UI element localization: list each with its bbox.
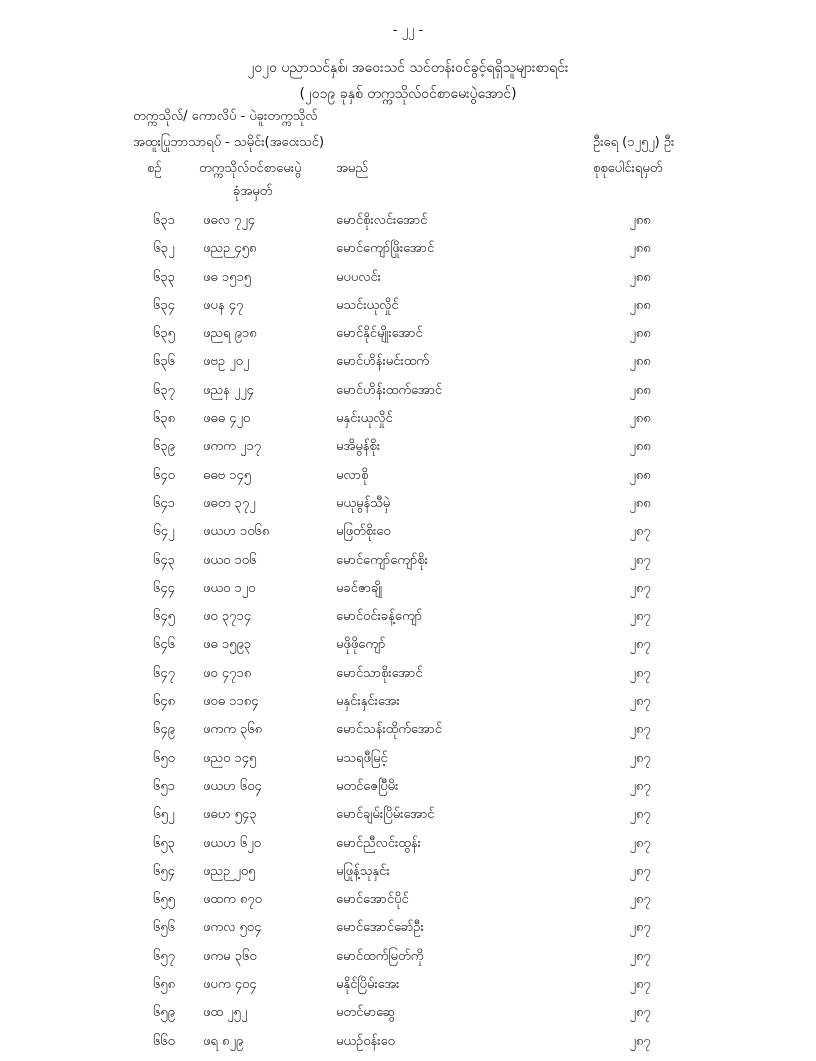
roll-number: ဖဓလ ၇၂၄: [203, 213, 256, 228]
row-number: ၆၅၀: [153, 750, 175, 766]
header-roll-number: [199, 160, 339, 202]
table-row: [0, 778, 816, 806]
row-number: ၆၄၂: [153, 524, 175, 540]
total-score: ၂၈၈: [629, 467, 651, 483]
header-roll-line1: တက္ကသိုလ်ဝင်စာမေးပွဲ: [199, 161, 302, 176]
table-row: [0, 891, 816, 919]
row-number: ၆၄၉: [153, 722, 175, 738]
student-name: မောင်နိုင်မျိုးအောင်: [336, 326, 423, 342]
table-row: [0, 976, 816, 1004]
student-name: မောင်စိုးလင်းအောင်: [336, 213, 428, 228]
roll-number: ဖကက ၃၆၈: [203, 722, 263, 738]
student-name: မောင်ကျော်ဖြိုးအောင်: [336, 241, 435, 257]
table-row: [0, 1004, 816, 1032]
row-number: ၆၅၉: [153, 1005, 175, 1021]
row-number: ၆၄၃: [153, 552, 175, 568]
roll-number: ဖညရ ၉၁၈: [203, 326, 257, 342]
table-row: [0, 948, 816, 976]
student-name: မောင်ဝင်းခန့်ကျော်: [336, 609, 423, 625]
roll-number: ဖထက ၈၇၀: [203, 892, 262, 908]
roll-number: ဖယဝ ၁၂၀: [203, 580, 256, 596]
table-row: [0, 1033, 816, 1061]
row-number: ၆၄၀: [153, 467, 175, 483]
total-score: ၂၈၇: [629, 665, 651, 681]
table-row: [0, 552, 816, 580]
student-name: မပပလင်း: [336, 269, 381, 285]
row-number: ၆၄၁: [153, 495, 175, 511]
row-number: ၆၃၄: [153, 297, 175, 313]
table-row: [0, 863, 816, 891]
total-score: ၂၈၈: [629, 439, 651, 455]
table-row: [0, 608, 816, 636]
header-score: စုစုပေါင်းရမှတ်: [593, 161, 663, 176]
row-number: ၆၃၃: [153, 269, 175, 285]
total-score: ၂၈၇: [629, 552, 651, 568]
student-name: မောင်ဟိန်းထက်အောင်: [336, 382, 443, 398]
table-row: [0, 438, 816, 466]
roll-number: ဖကမ ၃၆၀: [203, 948, 257, 964]
results-table: [0, 212, 816, 1061]
roll-number: ဖဝ ၃၇၁၄: [203, 609, 252, 625]
roll-number: ဖညဝ ၁၄၅: [203, 750, 257, 766]
header-name: အမည်: [336, 161, 368, 176]
student-name: မဖြတ်စိုးဝေ: [336, 524, 391, 540]
student-name: မောင်ထက်မြတ်ကို: [336, 948, 424, 964]
roll-number: ဖညဉ ၄၅၈: [203, 241, 257, 257]
row-number: ၆၃၈: [152, 411, 176, 427]
header-roll-line2: ခုံအမှတ်: [233, 184, 273, 199]
student-name: မနိုင်ပြိမ်းအေး: [336, 977, 400, 993]
roll-number: ဖဓဓ ၄၂၀: [203, 411, 251, 427]
table-row: [0, 693, 816, 721]
roll-number: ဖဗဥ ၂၀၂: [203, 354, 250, 370]
table-row: [0, 806, 816, 834]
student-name: မောင်အောင်ပိုင်: [336, 892, 409, 908]
student-name: မတင်မာဆွေ: [336, 1005, 396, 1021]
total-count: ဦးရေ (၁၂၅၂) ဦး: [593, 135, 675, 150]
row-number: ၆၃၉: [153, 439, 175, 455]
roll-number: ဖဓတ ၃၇၂: [203, 495, 256, 511]
table-row: [0, 665, 816, 693]
roll-number: ဖယဝ ၁၀၆: [203, 552, 257, 568]
total-score: ၂၈၇: [629, 637, 651, 653]
student-name: မောင်အောင်ခော်ဦး: [336, 920, 424, 936]
total-score: ၂၈၇: [629, 920, 651, 936]
row-number: ၆၃၅: [153, 326, 175, 342]
header-no: စဉ်: [147, 161, 162, 176]
student-name: မဖိုဖိုကျော်: [336, 637, 386, 653]
row-number: ၆၅၃: [153, 835, 175, 851]
student-name: မတင်ဇေပြီမိး: [336, 778, 399, 794]
table-row: [0, 382, 816, 410]
student-name: မဖြုန့်သုနှင်း: [336, 863, 390, 879]
student-name: မောင်ညီလင်းထွန်း: [336, 835, 421, 851]
roll-number: ဓဓဗ ၁၄၅: [203, 467, 252, 483]
student-name: မောင်သာစိုးအောင်: [336, 665, 423, 681]
student-name: မခင်ဇာချို: [336, 580, 383, 596]
row-number: ၆၆၀: [153, 1033, 175, 1049]
total-score: ၂၈၇: [629, 580, 651, 596]
table-row: [0, 353, 816, 381]
table-row: [0, 835, 816, 863]
row-number: ၆၄၅: [153, 609, 175, 625]
total-score: ၂၈၇: [629, 948, 651, 964]
table-row: [0, 750, 816, 778]
row-number: ၆၃၆: [153, 354, 175, 370]
row-number: ၆၃၇: [153, 382, 175, 398]
table-row: [0, 297, 816, 325]
roll-number: ဖပက ၄၀၄: [203, 977, 257, 993]
student-name: မယုမွန်သီမှဲ: [336, 495, 391, 511]
row-number: ၆၄၄: [153, 580, 175, 596]
roll-number: ဖယဟ ၆၀၄: [203, 778, 262, 794]
row-number: ၆၅၈: [152, 977, 176, 993]
department-line: အထူးပြုဘာသာရပ် - သမိုင်း(အဝေးသင်): [133, 135, 325, 150]
student-name: မသရဖီမြင့်: [336, 750, 388, 766]
table-row: [0, 721, 816, 749]
table-row: [0, 467, 816, 495]
total-score: ၂၈၇: [629, 863, 651, 879]
document-title: ၂၀၂၀ ပညာသင်နှစ်၊ အဝေးသင် သင်တန်းဝင်ခွင့်ရရှိသူများစာရင်း: [247, 60, 569, 76]
total-score: ၂၈၇: [629, 750, 651, 766]
table-row: [0, 636, 816, 664]
student-name: မောင်ကျော်ကျော်စိုး: [336, 552, 429, 568]
roll-number: ဖပန ၄၇: [203, 297, 244, 313]
row-number: ၆၅၄: [153, 863, 175, 879]
student-name: မလာစို: [336, 467, 369, 483]
student-name: မောင်ချမ်းပြိမ်းအောင်: [336, 807, 435, 823]
table-row: [0, 269, 816, 297]
total-score: ၂၈၈: [629, 326, 651, 342]
student-name: မောင်သန်းထိုက်အောင်: [336, 722, 442, 738]
row-number: ၆၅၆: [153, 920, 175, 936]
row-number: ၆၅၅: [153, 892, 175, 908]
roll-number: ဖကလ ၅၀၄: [203, 920, 262, 936]
table-row: [0, 240, 816, 268]
roll-number: ဖဓ ၁၅၉၃: [203, 637, 252, 653]
total-score: ၂၈၈: [629, 213, 651, 228]
roll-number: ဖထ ၂၅၂: [203, 1005, 248, 1021]
student-name: မယဉ်ဝန်းဝေ: [336, 1033, 395, 1049]
table-row: [0, 410, 816, 438]
total-score: ၂၈၇: [629, 835, 651, 851]
roll-number: ဖဝ ၄၇၁၈: [203, 665, 252, 681]
row-number: ၆၄၈: [152, 694, 176, 710]
table-row: [0, 523, 816, 551]
total-score: ၂၈၈: [629, 354, 651, 370]
total-score: ၂၈၈: [629, 297, 651, 313]
total-score: ၂၈၈: [629, 495, 651, 511]
row-number: ၆၃၁: [153, 213, 175, 228]
total-score: ၂၈၈: [629, 241, 651, 257]
student-name: မအိမွန်စိုး: [336, 439, 381, 455]
total-score: ၂၈၇: [629, 1005, 651, 1021]
student-name: မနှင်းနှင်းအေး: [336, 694, 400, 710]
row-number: ၆၄၇: [153, 665, 175, 681]
student-name: မနှင်းယုလှိုင်: [336, 411, 393, 427]
total-score: ၂၈၇: [629, 1033, 651, 1049]
total-score: ၂၈၇: [629, 694, 651, 710]
row-number: ၆၃၂: [153, 241, 175, 257]
roll-number: ဖဓဟ ၅၄၃: [203, 807, 257, 823]
total-score: ၂၈၈: [629, 382, 651, 398]
table-row: [0, 495, 816, 523]
total-score: ၂၈၇: [629, 722, 651, 738]
table-row: [0, 325, 816, 353]
roll-number: ဖကက ၂၁၇: [203, 439, 262, 455]
student-name: မသင်းယုလှိုင်: [336, 297, 399, 313]
row-number: ၆၅၁: [153, 778, 175, 794]
total-score: ၂၈၇: [629, 807, 651, 823]
total-score: ၂၈၇: [629, 609, 651, 625]
total-score: ၂၈၈: [629, 411, 651, 427]
roll-number: ဖဝဓ ၁၁၈၄: [203, 694, 259, 710]
roll-number: ဖညန ၂၂၄: [203, 382, 254, 398]
total-score: ၂၈၇: [629, 778, 651, 794]
table-row: [0, 580, 816, 608]
total-score: ၂၈၈: [629, 269, 651, 285]
table-row: [0, 919, 816, 947]
row-number: ၆၅၂: [153, 807, 175, 823]
document-subtitle: (၂၀၁၉ ခုနှစ် တက္ကသိုလ်ဝင်စာမေးပွဲအောင်): [299, 86, 517, 102]
roll-number: ဖယဟ ၁၀၆၈: [203, 524, 270, 540]
total-score: ၂၈၇: [629, 524, 651, 540]
university-line: တက္ကသိုလ်/ ကောလိပ် - ပဲခူးတက္ကသိုလ်: [133, 109, 318, 124]
roll-number: ဖဓ ၁၅၁၅: [203, 269, 252, 285]
student-name: မောင်ဟိန်းမင်းထက်: [336, 354, 430, 370]
table-row: [0, 212, 816, 240]
row-number: ၆၅၇: [153, 948, 175, 964]
total-score: ၂၈၇: [629, 892, 651, 908]
roll-number: ဖညဉ ၂၀၅: [203, 863, 256, 879]
row-number: ၆၄၆: [153, 637, 175, 653]
total-score: ၂၈၇: [629, 977, 651, 993]
page-number: - ၂၂ -: [392, 23, 424, 38]
roll-number: ဖရ ၈၂၉: [203, 1033, 244, 1049]
roll-number: ဖယဟ ၆၂၀: [203, 835, 261, 851]
